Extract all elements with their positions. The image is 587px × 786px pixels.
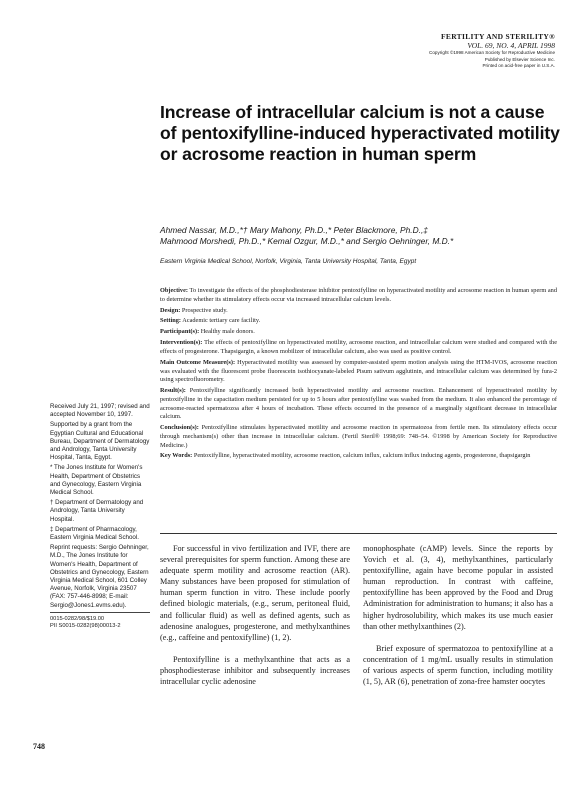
- conclusions-text: Pentoxifylline stimulates hyperactivated motility and acrosome reaction in spermatozoa from fertile men. Its stimulatory effects occur through mechanism(s) other than increase in intracellular calcium. (Fertil Steril® 1998;69: 748–54. ©1998 by American Society for Reproductive Medicine.): [160, 424, 557, 449]
- body-paragraph: Brief exposure of spermatozoa to pentoxifylline at a concentration of 1 mg/mL usually results in stimulation of various aspects of sperm function, including motility (1, 5), AR (6), penetration of zona-free hamster oocytes: [363, 643, 553, 687]
- interventions-text: The effects of pentoxifylline on hyperactivated motility, acrosome reaction, and intracellular calcium were studied and compared with the effects of progesterone. Thapsigargin, a known mobilizer of intracellular calcium, also was used as positive control.: [160, 339, 557, 355]
- body-paragraph: Pentoxifylline is a methylxanthine that acts as a phosphodiesterase inhibitor and subsequently increases intracellular cyclic adenosine: [160, 654, 350, 687]
- objective-text: To investigate the effects of the phosphodiesterase inhibitor pentoxifylline on hyperactivated motility and acrosome reaction in human sperm and to determine whether its stimulatory effects occur via increased intracellular calcium levels.: [160, 287, 557, 303]
- abstract-results: [160, 387, 557, 422]
- received-note: Received July 21, 1997; revised and accepted November 10, 1997.: [50, 403, 150, 419]
- keywords-label: Key Words:: [160, 452, 193, 460]
- objective-label: Objective:: [160, 287, 188, 294]
- sidebar-notes: [50, 403, 150, 631]
- conclusions-label: Conclusion(s):: [160, 424, 199, 432]
- journal-volume: VOL. 69, NO. 4, APRIL 1998: [467, 41, 555, 50]
- author-list: [160, 225, 560, 247]
- article-codes: [50, 616, 150, 631]
- abstract-participants: [160, 328, 557, 337]
- body-paragraph: monophosphate (cAMP) levels. Since the reports by Yovich et al. (3, 4), methylxanthines, particularly pentoxifylline, again have become popular in assisted human reproduction. In contrast with caffeine, pentoxifylline has been approved by the Food and Drug Administration for administration to humans; it also has a higher hydrosolubility, which makes its use much easier than other methylxanthines (2).: [363, 544, 553, 631]
- abstract-interventions: [160, 339, 557, 356]
- page-number: 748: [33, 742, 45, 751]
- outcome-label: Main Outcome Measure(s):: [160, 358, 236, 366]
- abstract-divider: [160, 533, 557, 534]
- affiliation-note-dagger: † Department of Dermatology and Andrology, Tanta University Hospital.: [50, 499, 144, 523]
- abstract-conclusions: [160, 424, 557, 450]
- setting-text: Academic tertiary care facility.: [182, 317, 261, 325]
- support-note: Supported by a grant from the Egyptian Cultural and Educational Bureau, Department of Dermatology and Andrology, Tanta University Hospital, Tanta, Egypt.: [50, 421, 150, 462]
- outcome-text: Hyperactivated motility was assessed by computer-assisted sperm motion analysis using the HTM-IVOS, acrosome reaction was evaluated with the fluorescent probe fluorescein isothiocyanate-labeled Pisum sativum agglutinin, and intracellular calcium was determined by fura-2 using spectrofluorometry.: [160, 358, 558, 384]
- price-code: 0015-0282/98/$19.00: [50, 615, 105, 622]
- reprint-requests: Reprint requests: Sergio Oehninger, M.D., The Jones Institute for Women's Health, Department of Obstetrics and Gynecology, Eastern Virginia Medical School, 601 Colley Avenue, Norfolk, Virginia 23507 (FAX: 757-446-8998; E-mail: Sergio@Jones1.evms.edu).: [50, 544, 149, 609]
- affiliation-note-star: * The Jones Institute for Women's Health, Department of Obstetrics and Gynecology, Eastern Virginia Medical School.: [50, 464, 143, 497]
- journal-header: [255, 32, 555, 70]
- body-paragraph: For successful in vivo fertilization and IVF, there are several prerequisites for sperm function. Among these are adequate sperm motility and acrosome reaction (AR). Many substances have been proposed for stimulation of human sperm function in vitro. These include poorly defined biologic materials, (e.g., serum, peritoneal fluid, and follicular fluid) as well as defined agents, such as adenosine analogues, progesterone, and methylxanthines (e.g., caffeine and pentoxifylline) (1, 2).: [160, 544, 350, 642]
- abstract-keywords: [160, 452, 557, 461]
- affiliation-note-double-dagger: ‡ Department of Pharmacology, Eastern Virginia Medical School.: [50, 525, 139, 542]
- abstract-outcome: [160, 359, 557, 385]
- article-title: Increase of intracellular calcium is not a cause of pentoxifylline-induced hyperactivated motility or acrosome reaction in human sperm: [160, 102, 560, 164]
- interventions-label: Intervention(s):: [160, 339, 203, 347]
- abstract: [160, 287, 557, 463]
- journal-name: FERTILITY AND STERILITY®: [441, 32, 555, 41]
- pii-code: PII S0015-0282(98)00013-2: [50, 623, 121, 630]
- sidebar-divider: [50, 612, 150, 613]
- abstract-objective: [160, 287, 557, 304]
- participants-label: Participant(s):: [160, 328, 200, 336]
- author-line-2: Mahmood Morshedi, Ph.D.,* Kemal Ozgur, M.D.,* and Sergio Oehninger, M.D.*: [160, 236, 454, 246]
- results-label: Result(s):: [160, 387, 186, 395]
- body-column-right: [363, 543, 553, 687]
- journal-copyright: Copyright ©1998 American Society for Reproductive Medicine: [429, 50, 555, 55]
- design-label: Design:: [160, 306, 181, 314]
- abstract-design: [160, 307, 557, 316]
- design-text: Prospective study.: [181, 306, 228, 314]
- affiliation: Eastern Virginia Medical School, Norfolk, Virginia, Tanta University Hospital, Tanta, Egypt: [160, 258, 417, 265]
- setting-label: Setting:: [160, 317, 181, 325]
- journal-paper-note: Printed on acid-free paper in U.S.A.: [482, 63, 555, 68]
- results-text: Pentoxifylline significantly increased both hyperactivated motility and acrosome reaction. Enhancement of hyperactivated motility by pentoxifylline in the capacitation medium persisted for up to 5 hours after pentoxifylline was washed from the medium. It also enhanced the percentage of acrosome-reacted spermatozoa after 4 hours of incubation. These effects occurred in the presence of a marginally significant decrease in intracellular calcium.: [160, 387, 558, 421]
- author-line-1: Ahmed Nassar, M.D.,*† Mary Mahony, Ph.D.,* Peter Blackmore, Ph.D.,‡: [160, 225, 428, 235]
- keywords-text: Pentoxifylline, hyperactivated motility, acrosome reaction, calcium influx, calcium influx inducing agents, progesterone, thapsigargin: [193, 452, 531, 460]
- body-column-left: [160, 543, 350, 687]
- journal-publisher: Published by Elsevier Science Inc.: [484, 56, 555, 62]
- abstract-setting: [160, 317, 557, 326]
- participants-text: Healthy male donors.: [200, 328, 255, 336]
